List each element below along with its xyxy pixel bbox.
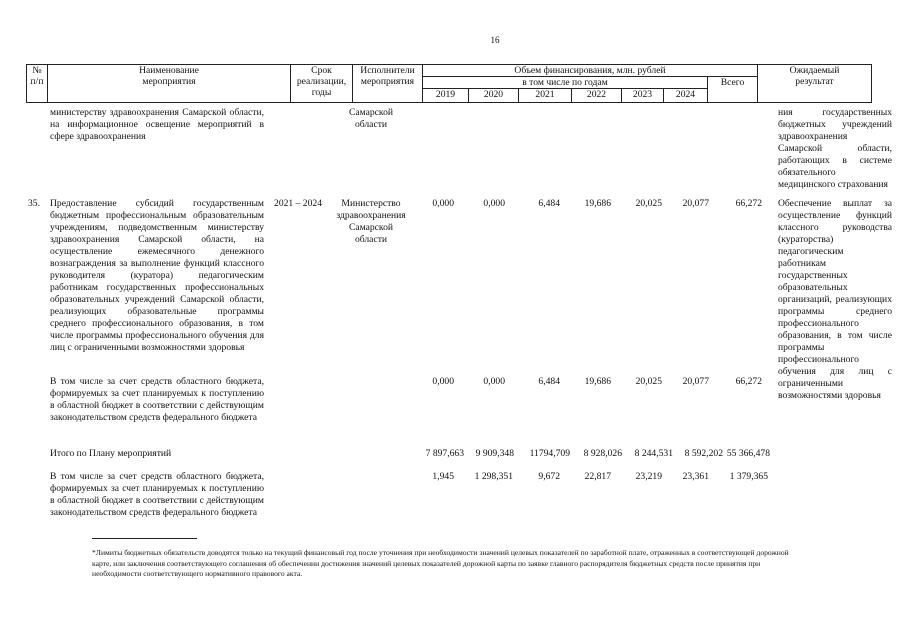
- row35-sub-total: 66,272: [735, 376, 762, 387]
- header-by-years: в том числе по годам: [423, 77, 708, 89]
- total-2022: 8 928,026: [583, 448, 622, 459]
- row35-2023: 20,025: [635, 198, 662, 209]
- total-2021: 11794,709: [529, 448, 570, 459]
- row35-name: Предоставление субсидий государственным бюджетным профессиональным образовательным учреждениям, подведомственным министерству здравоохранения Самарской области, на осуществление ежемесячного денежного вознаграждения за выполнение функций классного руководителя (куратора) педагогическим работникам государственных профессиональных образовательных учреждений Самарской области, реализующих образовательные программы среднего профессионального образования, в том числе программы профессионального обучения для лиц с ограниченными возможностями здоровья: [50, 198, 264, 353]
- footnote-divider: [92, 538, 197, 539]
- cont-row-exec: Самарской области: [348, 107, 394, 130]
- total-sub-2023: 23,219: [635, 471, 662, 482]
- total-sub-2021: 9,672: [538, 471, 560, 482]
- row35-sub-2022: 19,686: [584, 376, 611, 387]
- cont-row-result: ния государственных бюджетных учреждений здравоохранения Самарской области, работающих в системе обязательного медицинского страхования: [778, 107, 892, 190]
- header-financing: Объем финансирования, млн. рублей: [423, 65, 758, 77]
- header-year: 2024: [664, 89, 708, 103]
- row35-sub-2023: 20,025: [635, 376, 662, 387]
- header-num: № п/п: [27, 65, 48, 103]
- cont-row-name: министерству здравоохранения Самарской области, на информационное освещение мероприятий в сфере здравоохранения: [50, 107, 264, 142]
- row35-2024: 20,077: [682, 198, 709, 209]
- row35-exec: Министерство здравоохранения Самарской области: [336, 198, 406, 245]
- row35-sub-2021: 6,484: [538, 376, 560, 387]
- table-header: [26, 64, 872, 103]
- header-year: 2023: [622, 89, 664, 103]
- header-year: 2020: [469, 89, 519, 103]
- total-sub-name: В том числе за счет средств областного бюджета, формируемых за счет планируемых к поступлению в областной бюджет в соответствии с действующим законодательством средств федерального бюджета: [50, 471, 264, 518]
- total-name: Итого по Плану мероприятий: [50, 448, 172, 459]
- row35-sub-2024: 20,077: [682, 376, 709, 387]
- row35-total: 66,272: [735, 198, 762, 209]
- row-number: 35.: [28, 198, 40, 209]
- row35-sub-2019: 0,000: [432, 376, 454, 387]
- total-sub-2020: 1 298,351: [474, 471, 513, 482]
- header-total: Всего: [708, 77, 758, 103]
- header-exec: Исполнители мероприятия: [353, 65, 423, 103]
- row35-sub-2020: 0,000: [483, 376, 505, 387]
- header-result: Ожидаемый результат: [758, 65, 872, 103]
- row35-term: 2021 – 2024: [274, 198, 322, 209]
- header-year: 2021: [519, 89, 572, 103]
- row35-2021: 6,484: [538, 198, 560, 209]
- header-year: 2019: [423, 89, 469, 103]
- total-2023: 8 244,531: [634, 448, 673, 459]
- total-sub-2019: 1,945: [432, 471, 454, 482]
- total-2024: 8 592,202: [684, 448, 723, 459]
- total-2020: 9 909,348: [475, 448, 514, 459]
- total-2019: 7 897,663: [425, 448, 464, 459]
- total-sub-2024: 23,361: [682, 471, 709, 482]
- row35-2020: 0,000: [483, 198, 505, 209]
- total-total: 55 366,478: [726, 448, 770, 459]
- row35-2019: 0,000: [432, 198, 454, 209]
- header-name: Наименование мероприятия: [48, 65, 291, 103]
- page-number: 16: [490, 35, 500, 45]
- total-sub-2022: 22,817: [584, 471, 611, 482]
- header-term: Срок реализации, годы: [291, 65, 353, 103]
- row35-result: Обеспечение выплат за осуществление функций классного руководства (кураторства) педагогическим работникам государственных образовательных организаций, реализующих программы среднего профессионального образования, в том числе программы профессионального обучения для лиц с ограниченными возможностями здоровья: [778, 198, 892, 401]
- row35-sub-name: В том числе за счет средств областного бюджета, формируемых за счет планируемых к поступлению в областной бюджет в соответствии с действующим законодательством средств федерального бюджета: [50, 376, 264, 423]
- row35-2022: 19,686: [584, 198, 611, 209]
- footnote: *Лимиты бюджетных обязательств доводятся только на текущий финансовый год после уточнения при необходимости значений целевых показателей по заработной плате, отраженных в соответствующей дорожной карте, или заключения соответствующего соглашения об обеспечении достижения значений целевых показателей дорожной карты по заявке главного распорядителя бюджетных средств после принятия при необходимости соответствующего нормативного правового акта.: [92, 548, 789, 578]
- header-year: 2022: [572, 89, 622, 103]
- total-sub-total: 1 379,365: [729, 471, 768, 482]
